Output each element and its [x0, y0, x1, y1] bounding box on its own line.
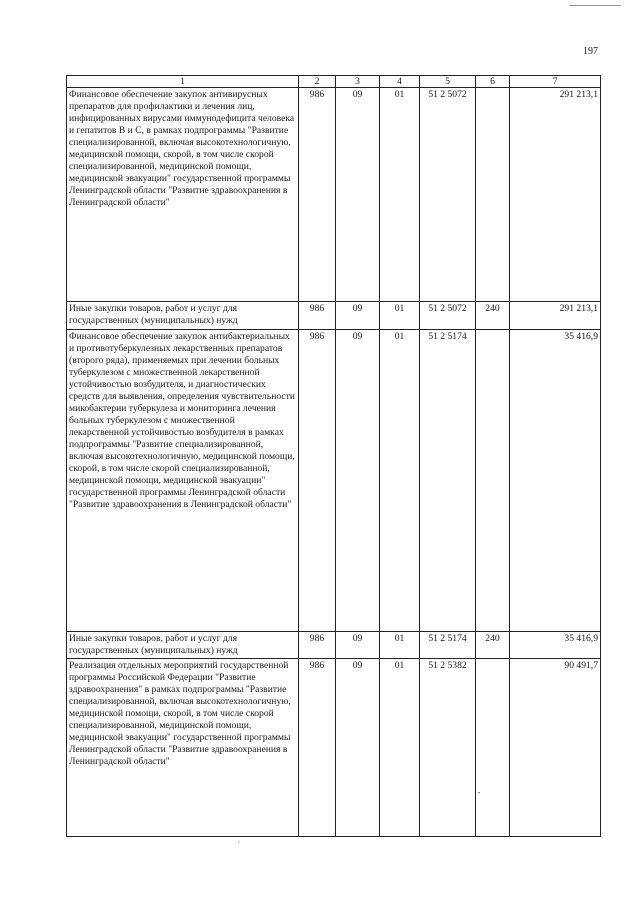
row-section: 09 [336, 632, 380, 659]
table-row [67, 88, 601, 302]
row-amount: 291 213,1 [510, 302, 601, 330]
header-col-1: 1 [67, 76, 299, 88]
top-scan-line [569, 5, 621, 6]
table-row [67, 659, 601, 837]
header-col-7: 7 [510, 76, 601, 88]
row-description: Финансовое обеспечение закупок антивирусных препаратов для профилактики и лечения лиц, инфицированных вирусами иммунодефицита человека и гепатитов В и С, в рамках подпрограммы "Развитие специализированной, включая высокотехнологичную, медицинской помощи, скорой, в том числе скорой специализированной, медицинской помощи, медицинской эвакуации" государственной программы Ленинградской области "Развитие здравоохранения в Ленинградской области" [67, 88, 299, 302]
row-type: 240 [476, 302, 510, 330]
row-description: Иные закупки товаров, работ и услуг для государственных (муниципальных) нужд [67, 632, 299, 659]
row-grbs: 986 [299, 659, 336, 837]
scan-speck-bottom: • [238, 841, 240, 846]
row-description: Иные закупки товаров, работ и услуг для государственных (муниципальных) нужд [67, 302, 299, 330]
budget-table [66, 75, 601, 837]
header-col-4: 4 [380, 76, 420, 88]
row-amount: 35 416,9 [510, 330, 601, 632]
row-amount: 291 213,1 [510, 88, 601, 302]
row-target: 51 2 5382 [420, 659, 476, 837]
row-amount: 90 491,7 [510, 659, 601, 837]
table-row [67, 632, 601, 659]
row-grbs: 986 [299, 330, 336, 632]
table-header-row [67, 76, 601, 88]
row-subsection: 01 [380, 88, 420, 302]
row-section: 09 [336, 330, 380, 632]
header-col-6: 6 [476, 76, 510, 88]
row-description: Финансовое обеспечение закупок антибактериальных и противотуберкулезных лекарственных препаратов (второго ряда), применяемых при лечении больных туберкулезом с множественной лекарственной устойчивостью возбудителя, и диагностических средств для выявления, определения чувствительности микобактерии туберкулеза и мониторинга лечения больных туберкулезом с множественной лекарственной устойчивостью возбудителя в рамках подпрограммы "Развитие специализированной, включая высокотехнологичную, медицинской помощи, скорой, в том числе скорой специализированной, медицинской помощи, медицинской эвакуации" государственной программы Ленинградской области "Развитие здравоохранения в Ленинградской области" [67, 330, 299, 632]
row-target: 51 2 5072 [420, 302, 476, 330]
row-target: 51 2 5072 [420, 88, 476, 302]
header-col-3: 3 [336, 76, 380, 88]
row-section: 09 [336, 302, 380, 330]
page-number: 197 [583, 46, 598, 57]
row-target: 51 2 5174 [420, 632, 476, 659]
row-subsection: 01 [380, 302, 420, 330]
row-type: 240 [476, 632, 510, 659]
table-row [67, 330, 601, 632]
row-amount: 35 416,9 [510, 632, 601, 659]
row-section: 09 [336, 88, 380, 302]
header-col-5: 5 [420, 76, 476, 88]
scan-speck: • [478, 791, 481, 797]
row-grbs: 986 [299, 88, 336, 302]
row-subsection: 01 [380, 659, 420, 837]
row-grbs: 986 [299, 302, 336, 330]
row-type [476, 659, 510, 837]
row-subsection: 01 [380, 632, 420, 659]
row-type [476, 88, 510, 302]
header-col-2: 2 [299, 76, 336, 88]
row-description: Реализация отдельных мероприятий государственной программы Российской Федерации "Развитие здравоохранения" в рамках подпрограммы "Развитие специализированной, включая высокотехнологичную, медицинской помощи, скорой, в том числе скорой специализированной, медицинской помощи, медицинской эвакуации" государственной программы Ленинградской области "Развитие здравоохранения в Ленинградской области" [67, 659, 299, 837]
row-grbs: 986 [299, 632, 336, 659]
row-type [476, 330, 510, 632]
row-subsection: 01 [380, 330, 420, 632]
row-target: 51 2 5174 [420, 330, 476, 632]
row-section: 09 [336, 659, 380, 837]
table-row [67, 302, 601, 330]
